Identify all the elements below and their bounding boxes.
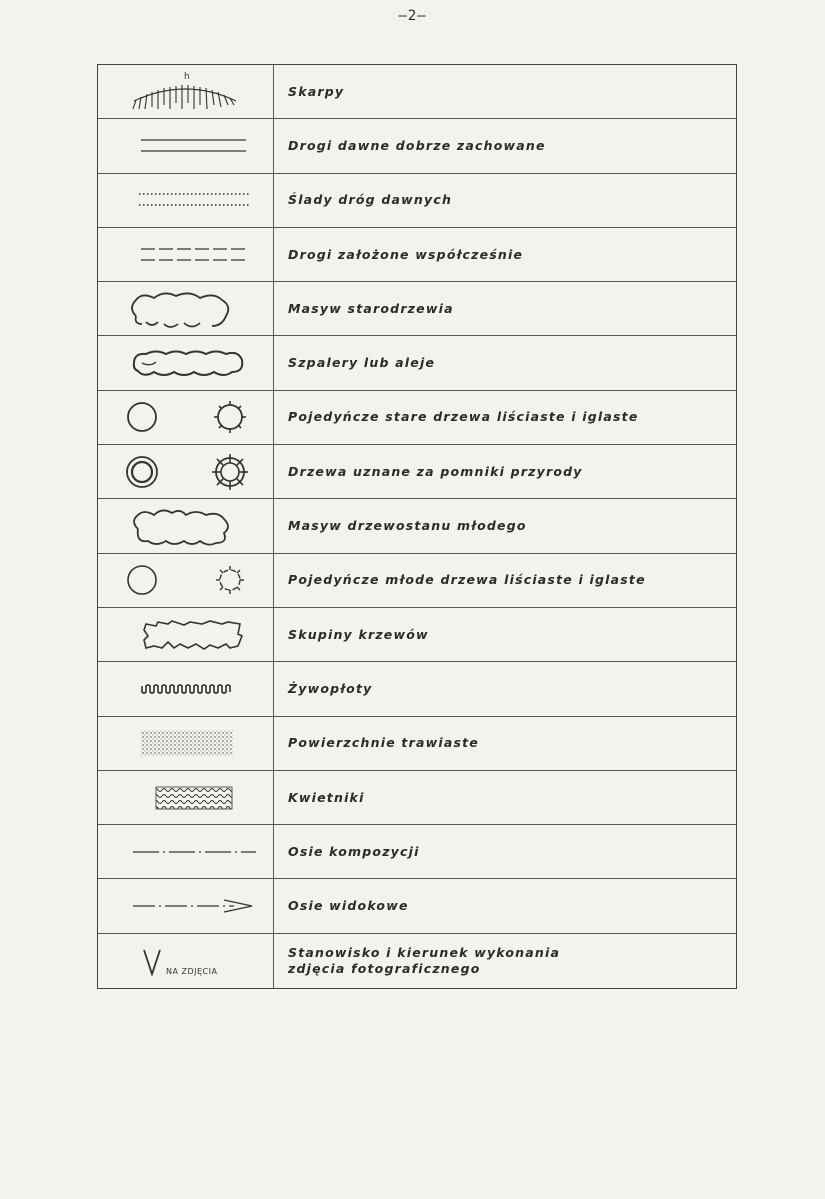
legend-description: Pojedyńcze młode drzewa liściaste i iglaste — [288, 572, 646, 588]
legend-row — [98, 282, 736, 336]
legend-description: Powierzchnie trawiaste — [288, 735, 479, 751]
legend-description: Masyw drzewostanu młodego — [288, 518, 527, 534]
legend-description: Osie widokowe — [288, 898, 409, 914]
legend-symbol-cell — [98, 499, 274, 552]
legend-description: Stanowisko i kierunek wykonania zdjęcia fotograficznego — [288, 945, 561, 976]
legend-row — [98, 391, 736, 445]
double-dashed-line-icon — [106, 232, 266, 278]
single-young-trees-icon — [106, 557, 266, 603]
legend-symbol-cell — [98, 445, 274, 498]
legend-table — [97, 64, 737, 989]
photo-station-caption: NA ZDJĘCIA — [165, 967, 217, 976]
legend-description: Masyw starodrzewia — [288, 300, 454, 316]
legend-symbol-cell — [98, 608, 274, 661]
legend-row — [98, 879, 736, 933]
grass-area-icon — [106, 720, 266, 766]
legend-row — [98, 65, 736, 119]
slope-hatching-icon — [106, 69, 266, 115]
legend-row — [98, 608, 736, 662]
legend-symbol-cell — [98, 336, 274, 389]
legend-row — [98, 717, 736, 771]
legend-symbol-cell — [98, 119, 274, 172]
legend-row — [98, 174, 736, 228]
legend-symbol-cell — [98, 934, 274, 989]
tree-row-icon — [106, 340, 266, 386]
photo-station-icon — [106, 938, 266, 984]
double-solid-line-icon — [106, 123, 266, 169]
legend-description: Kwietniki — [288, 789, 365, 805]
legend-row — [98, 228, 736, 282]
legend-row — [98, 336, 736, 390]
old-tree-mass-icon — [106, 286, 266, 332]
legend-description: Szpalery lub aleje — [288, 355, 436, 371]
composition-axis-icon — [106, 829, 266, 875]
legend-description: Drzewa uznane za pomniki przyrody — [288, 463, 583, 479]
legend-description: Osie kompozycji — [288, 843, 420, 859]
legend-symbol-cell — [98, 391, 274, 444]
monument-trees-icon — [106, 449, 266, 495]
legend-row — [98, 771, 736, 825]
hedge-icon — [106, 666, 266, 712]
shrub-group-icon — [106, 612, 266, 658]
view-axis-icon — [106, 883, 266, 929]
legend-symbol-cell — [98, 554, 274, 607]
legend-row — [98, 445, 736, 499]
slope-height-letter: h — [183, 71, 190, 82]
double-dotted-line-icon — [106, 177, 266, 223]
legend-description: Pojedyńcze stare drzewa liściaste i iglaste — [288, 409, 639, 425]
legend-row — [98, 825, 736, 879]
legend-symbol-cell — [98, 282, 274, 335]
young-tree-mass-icon — [106, 503, 266, 549]
legend-symbol-cell — [98, 825, 274, 878]
legend-symbol-cell — [98, 879, 274, 932]
legend-row — [98, 499, 736, 553]
legend-row — [98, 934, 736, 989]
legend-description: Ślady dróg dawnych — [288, 192, 453, 208]
legend-symbol-cell — [98, 65, 274, 118]
legend-symbol-cell — [98, 717, 274, 770]
legend-description: Drogi założone współcześnie — [288, 246, 524, 262]
legend-row — [98, 119, 736, 173]
legend-symbol-cell — [98, 662, 274, 715]
single-old-trees-icon — [106, 394, 266, 440]
legend-row — [98, 662, 736, 716]
legend-description: Żywopłoty — [288, 680, 373, 696]
flower-bed-icon — [106, 775, 266, 821]
legend-symbol-cell — [98, 228, 274, 281]
legend-description: Skarpy — [288, 83, 345, 99]
page-number: —2— — [398, 8, 427, 24]
legend-symbol-cell — [98, 771, 274, 824]
legend-description: Skupiny krzewów — [288, 626, 429, 642]
legend-symbol-cell — [98, 174, 274, 227]
legend-row — [98, 554, 736, 608]
legend-description: Drogi dawne dobrze zachowane — [288, 137, 546, 153]
